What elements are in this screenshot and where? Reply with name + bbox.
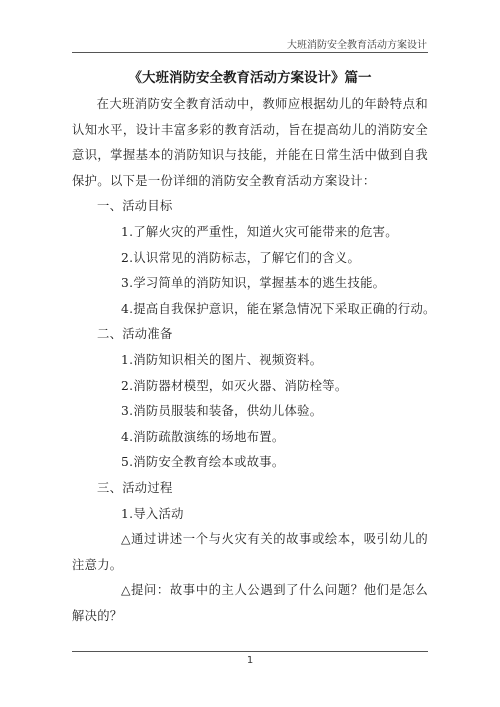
page-number: 1: [246, 655, 254, 666]
list-item: 3.消防员服装和装备，供幼儿体验。: [121, 404, 323, 419]
list-item: 4.提高自我保护意识，能在紧急情况下采取正确的行动。: [121, 301, 436, 316]
intro-paragraph: 在大班消防安全教育活动中，教师应根据幼儿的年龄特点和认知水平，设计丰富多彩的教育活动，旨在提高幼儿的消防安全意识，掌握基本的消防知识与技能，并能在日常生活中做到自我保护。以下是一份详细的消防安全教育活动方案设计：: [72, 97, 428, 188]
footer-rule: [72, 651, 428, 652]
subsection-heading: 1.导入活动: [121, 506, 184, 521]
document-title: 《大班消防安全教育活动方案设计》篇一: [128, 70, 372, 86]
list-item: 3.学习简单的消防知识，掌握基本的逃生技能。: [121, 276, 386, 291]
bullet-item: △提问：故事中的主人公遇到了什么问题？他们是怎么解决的？: [72, 583, 428, 623]
list-item: 1.了解火灾的严重性，知道火灾可能带来的危害。: [121, 224, 398, 239]
section-heading-goals: 一、活动目标: [97, 199, 173, 214]
bullet-item: △通过讲述一个与火灾有关的故事或绘本，吸引幼儿的注意力。: [72, 532, 428, 572]
list-item: 5.消防安全教育绘本或故事。: [121, 455, 285, 470]
section-heading-process: 三、活动过程: [97, 480, 173, 495]
running-header: 大班消防安全教育活动方案设计: [287, 40, 427, 51]
list-item: 4.消防疏散演练的场地布置。: [121, 429, 285, 444]
list-item: 1.消防知识相关的图片、视频资料。: [121, 352, 323, 367]
document-body: [72, 92, 436, 629]
list-item: 2.消防器材模型，如灭火器、消防栓等。: [121, 378, 348, 393]
section-heading-preparation: 二、活动准备: [97, 327, 173, 342]
header-rule: [72, 52, 428, 53]
list-item: 2.认识常见的消防标志，了解它们的含义。: [121, 250, 361, 265]
